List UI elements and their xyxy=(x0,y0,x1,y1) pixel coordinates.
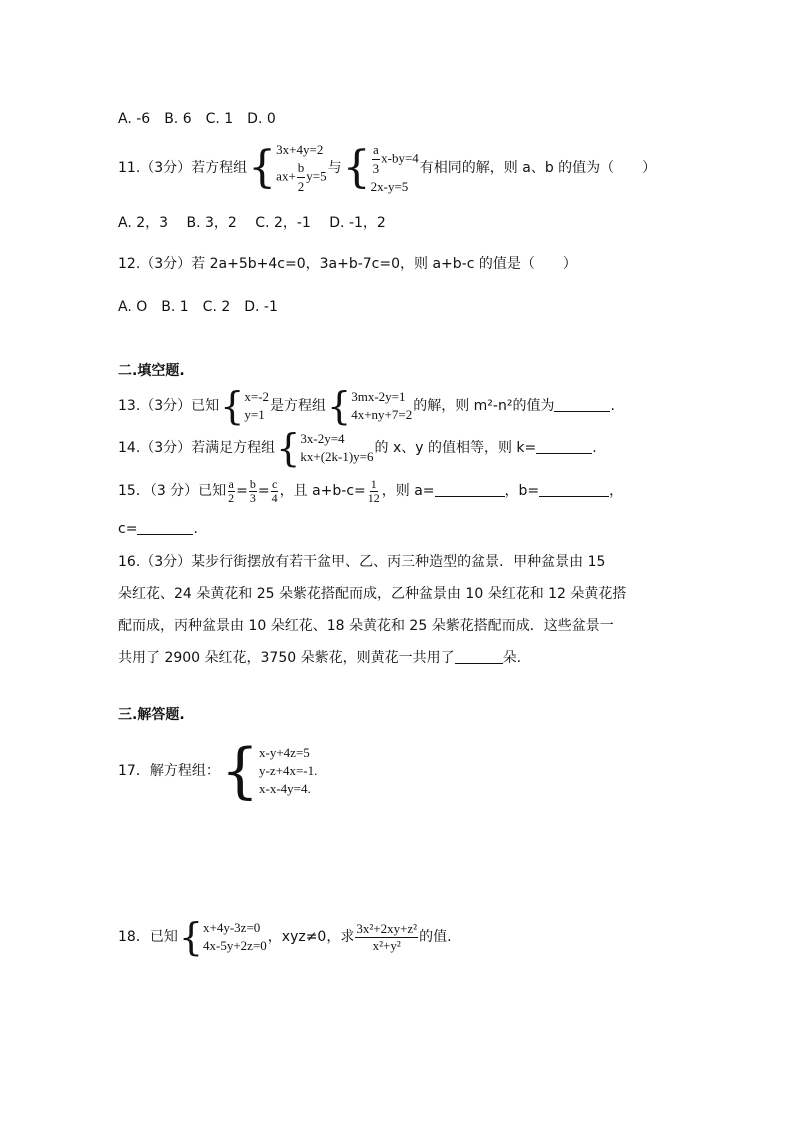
q13-system-b: { 3mx-2y=1 4x+ny+7=2 xyxy=(327,384,413,428)
q12-options: A. O B. 1 C. 2 D. -1 xyxy=(118,299,278,315)
q11-sys2-row2: 2x-y=5 xyxy=(370,178,409,194)
q10-options: A. -6 B. 6 C. 1 D. 0 xyxy=(118,111,276,127)
question-12: 12.（3分）若 2a+5b+4c=0，3a+b-7c=0，则 a+b-c 的值是（ ） xyxy=(118,256,577,272)
q11-sys1-row1: 3x+4y=2 xyxy=(276,141,324,157)
left-brace-icon: { xyxy=(220,384,245,428)
question-14: 14.（3分）若满足方程组 { 3x-2y=4 kx+(2k-1)y=6 的 x、y 的值相等，则 k= . xyxy=(118,426,597,470)
q11-mid: 与 xyxy=(327,160,342,176)
q11-system-1 xyxy=(248,141,326,196)
q18-fraction: $\frac{\text{3x²+2xy+z²}}{\text{x²+y²}}$ xyxy=(356,920,418,953)
q15-c-blank[interactable] xyxy=(137,520,193,535)
q11-sys2-row1: $\frac{a}{3}$ x-by=4 xyxy=(372,141,419,176)
q13-system-a: { x=-2 y=1 xyxy=(220,384,270,428)
question-17: 17．解方程组： { x-y+4z=5 y-z+4x=-1. x-x-4y=4. xyxy=(118,736,318,806)
q15-frac-1-12: $\frac{1}{12}$ xyxy=(367,476,380,505)
q14-answer-blank[interactable] xyxy=(536,439,592,454)
left-brace-icon: { xyxy=(327,384,352,428)
q15-b-blank[interactable] xyxy=(539,482,609,497)
q13-answer-blank[interactable] xyxy=(554,397,610,412)
question-16: 16.（3分）某步行街摆放有若干盆甲、乙、丙三种造型的盆景．甲种盆景由 15 朵红花、24 朵黄花和 25 朵紫花搭配而成，乙种盆景由 10 朵红花和 12 朵黄花搭 配而成，丙种盆景由 10 朵红花、18 朵黄花和 25 朵紫花搭配而成．这些盆景一 共用了 2900 朵红花，3750 朵紫花，则黄花一共用了 朵. xyxy=(118,554,627,666)
q11-frac-b: $\frac{b}{2}$ xyxy=(297,159,305,194)
q17-system: { x-y+4z=5 y-z+4x=-1. x-x-4y=4. xyxy=(220,736,318,806)
left-brace-icon: { xyxy=(178,915,204,959)
q15-frac-a: $\frac{a}{2}$ xyxy=(228,476,235,505)
q18-system: { x+4y-3z=0 4x-5y+2z=0 xyxy=(178,915,267,959)
q11-frac-a: $\frac{a}{3}$ xyxy=(372,141,380,176)
question-15: 15．（3 分）已知 $\frac{a}{2}$ = $\frac{b}{3}$ = $\frac{c}{4}$ ，且 a+b-c= $\frac{1}{12}$ ，则 a= ，b= ， xyxy=(118,476,624,505)
section-2-title: 二.填空题. xyxy=(118,363,185,379)
q15-c-line: c= . xyxy=(118,521,198,537)
left-brace-icon: { xyxy=(276,426,301,470)
q11-options: A. 2，3 B. 3，2 C. 2，-1 D. -1，2 xyxy=(118,215,386,231)
q15-a-blank[interactable] xyxy=(435,482,505,497)
q15-frac-c: $\frac{c}{4}$ xyxy=(271,476,278,505)
q11-suffix: 有相同的解，则 a、b 的值为（ ） xyxy=(419,160,657,176)
q16-answer-blank[interactable] xyxy=(455,649,503,664)
left-brace-icon: { xyxy=(220,736,260,806)
question-18: 18．已知 { x+4y-3z=0 4x-5y+2z=0 ，xyz≠0，求 $\frac{\text{3x²+2xy+z²}}{\text{x²+y²}}$ 的值. xyxy=(118,915,452,959)
q11-system-2 xyxy=(343,141,419,196)
question-11 xyxy=(118,139,656,197)
left-brace-icon: { xyxy=(342,142,371,193)
section-3-title: 三.解答题. xyxy=(118,707,185,723)
question-13: 13.（3分）已知 { x=-2 y=1 是方程组 { 3mx-2y=1 4x+ny+7=2 的解，则 m²-n²的值为 . xyxy=(118,384,615,428)
q14-system: { 3x-2y=4 kx+(2k-1)y=6 xyxy=(276,426,374,470)
q11-prefix: 11.（3分）若方程组 xyxy=(118,160,248,176)
q15-frac-b: $\frac{b}{3}$ xyxy=(249,476,256,505)
left-brace-icon: { xyxy=(248,142,277,193)
q11-sys1-row2: ax+ $\frac{b}{2}$ y=5 xyxy=(276,159,327,194)
